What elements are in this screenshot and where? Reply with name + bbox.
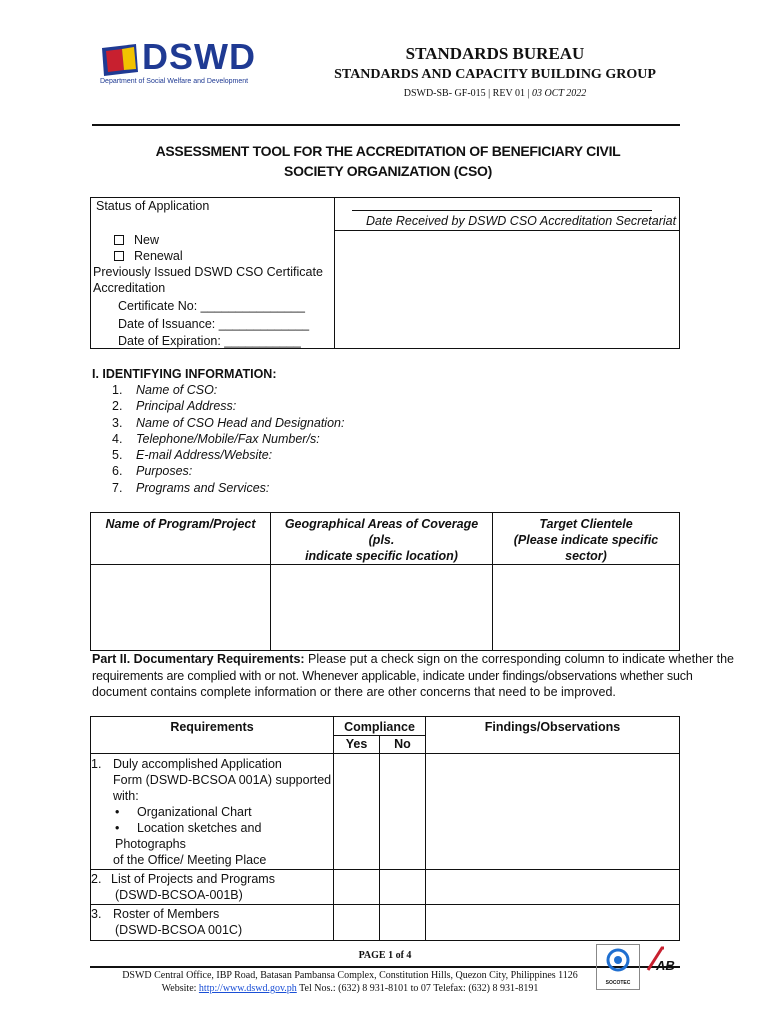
identifying-list xyxy=(112,382,344,496)
logo-subtext: Department of Social Welfare and Development xyxy=(100,78,249,85)
item-label: Programs and Services: xyxy=(136,480,270,495)
req-3-findings-cell[interactable] xyxy=(426,905,680,941)
item-label: Principal Address: xyxy=(136,399,237,414)
requirements-table xyxy=(90,716,680,941)
req-1-text: 1. Duly accomplished Application Form (DSWD-BCSOA 001A) supported with: • Organizational Chart • Location sketches and Photographs of the Office/ Meeting Place xyxy=(91,754,334,870)
req-header-row-1 xyxy=(91,717,680,736)
part2-text-1: Please put a check sign on the corresponding column to indicate whether the xyxy=(304,652,734,666)
program-table xyxy=(90,512,680,651)
item-number: 3. xyxy=(112,415,123,430)
col-requirements: Requirements xyxy=(91,717,334,754)
ab-label: AB xyxy=(656,958,675,973)
certificate-no-field[interactable]: Certificate No: _______________ xyxy=(118,299,305,313)
item-label: Purposes: xyxy=(136,464,193,479)
date-received-line[interactable] xyxy=(352,210,652,211)
col-compliance: Compliance xyxy=(334,717,426,736)
item-number: 1. xyxy=(112,383,123,397)
program-table-row xyxy=(91,565,680,651)
socotec-certification-badge xyxy=(596,944,640,990)
page-number: PAGE 1 of 4 xyxy=(358,950,412,961)
logo-wordmark: DSWD xyxy=(142,36,256,77)
footer-divider xyxy=(90,966,680,968)
item-label: Name of CSO Head and Designation: xyxy=(136,415,345,430)
col-program-name: Name of Program/Project xyxy=(91,513,271,565)
target-clientele-cell[interactable] xyxy=(493,565,680,651)
website-label: Website: xyxy=(161,983,197,994)
program-name-cell[interactable] xyxy=(91,565,271,651)
req-row-1 xyxy=(91,754,680,870)
section-identifying-heading: I. IDENTIFYING INFORMATION: xyxy=(92,367,277,381)
col-no: No xyxy=(380,736,426,754)
checkbox-renewal[interactable] xyxy=(114,248,183,264)
status-label: Status of Application xyxy=(96,199,210,213)
geographical-areas-cell[interactable] xyxy=(271,565,493,651)
item-number: 7. xyxy=(112,480,123,495)
option-renewal-label: Renewal xyxy=(134,249,183,263)
item-number: 5. xyxy=(112,448,123,463)
form-ref-date: 03 OCT 2022 xyxy=(532,88,587,99)
date-expiration-field[interactable]: Date of Expiration: ___________ xyxy=(118,334,301,348)
req-2-no-cell[interactable] xyxy=(380,870,426,905)
req-1-findings-cell[interactable] xyxy=(426,754,680,870)
form-ref-code: DSWD-SB- GF-015 | REV 01 | xyxy=(403,88,530,99)
ab-accreditation-badge xyxy=(644,944,680,990)
identifying-item xyxy=(112,447,344,463)
previous-cert-label-2: Accreditation xyxy=(93,281,166,295)
bureau-title: STANDARDS BUREAU xyxy=(405,44,585,63)
footer-contacts xyxy=(60,983,640,994)
req-1-yes-cell[interactable] xyxy=(334,754,380,870)
req-3-yes-cell[interactable] xyxy=(334,905,380,941)
date-received-label: Date Received by DSWD CSO Accreditation Secretariat xyxy=(366,214,677,228)
part2-heading: Part II. Documentary Requirements: xyxy=(92,652,305,666)
header-divider xyxy=(92,124,680,126)
title-line-1: ASSESSMENT TOOL FOR THE ACCREDITATION OF BENEFICIARY CIVIL xyxy=(155,143,621,159)
socotec-label: SOCOTEC xyxy=(605,980,631,986)
footer-address: DSWD Central Office, IBP Road, Batasan Pambansa Complex, Constitution Hills, Quezon City, Philippines 1126 xyxy=(122,970,578,981)
part2-text-2: requirements are complied with or not. Whenever applicable, indicate under findings/observations whether such xyxy=(92,668,693,683)
telephone-numbers: Tel Nos.: (632) 8 931-8101 to 07 Telefax: (632) 8 931-8191 xyxy=(296,983,539,994)
checkbox-new[interactable] xyxy=(114,232,159,248)
identifying-item xyxy=(112,463,344,479)
col-geographical-areas: Geographical Areas of Coverage (pls. indicate specific location) xyxy=(271,513,493,565)
item-number: 2. xyxy=(112,399,123,414)
identifying-item xyxy=(112,480,344,496)
checkbox-icon[interactable] xyxy=(114,251,124,261)
identifying-item xyxy=(112,382,344,398)
option-new-label: New xyxy=(134,233,160,247)
col-yes: Yes xyxy=(334,736,380,754)
program-table-header xyxy=(91,513,680,565)
group-title: STANDARDS AND CAPACITY BUILDING GROUP xyxy=(334,67,656,82)
req-2-findings-cell[interactable] xyxy=(426,870,680,905)
item-label: E-mail Address/Website: xyxy=(136,448,273,463)
req-3-no-cell[interactable] xyxy=(380,905,426,941)
status-received-divider xyxy=(334,230,680,231)
req-2-text: 2. List of Projects and Programs (DSWD-BCSOA-001B) xyxy=(91,870,334,905)
req-row-2 xyxy=(91,870,680,905)
checkbox-icon[interactable] xyxy=(114,235,124,245)
req-row-3 xyxy=(91,905,680,941)
document-title xyxy=(120,141,656,181)
date-issuance-field[interactable]: Date of Issuance: _____________ xyxy=(118,317,310,331)
item-number: 6. xyxy=(112,464,123,479)
website-link[interactable]: http://www.dswd.gov.ph xyxy=(198,983,297,994)
previous-cert-label-1: Previously Issued DSWD CSO Certificate xyxy=(93,265,323,279)
title-line-2: SOCIETY ORGANIZATION (CSO) xyxy=(284,163,492,179)
socotec-icon xyxy=(597,945,639,977)
req-1-no-cell[interactable] xyxy=(380,754,426,870)
form-reference xyxy=(300,88,690,99)
identifying-item xyxy=(112,431,344,447)
req-3-text: 3. Roster of Members (DSWD-BCSOA 001C) xyxy=(91,905,334,941)
col-findings: Findings/Observations xyxy=(426,717,680,754)
item-number: 4. xyxy=(112,431,123,446)
status-divider xyxy=(334,197,335,349)
item-label: Telephone/Mobile/Fax Number/s: xyxy=(136,431,320,446)
req-2-yes-cell[interactable] xyxy=(334,870,380,905)
identifying-item xyxy=(112,415,344,431)
col-target-clientele: Target Clientele (Please indicate specific sector) xyxy=(493,513,680,565)
part2-paragraph xyxy=(92,651,734,701)
part2-text-3: document contains complete information or there are other concerns that need to be improved. xyxy=(92,685,616,699)
dswd-logo-mark xyxy=(100,42,140,80)
item-label: Name of CSO: xyxy=(136,383,218,397)
identifying-item xyxy=(112,398,344,414)
